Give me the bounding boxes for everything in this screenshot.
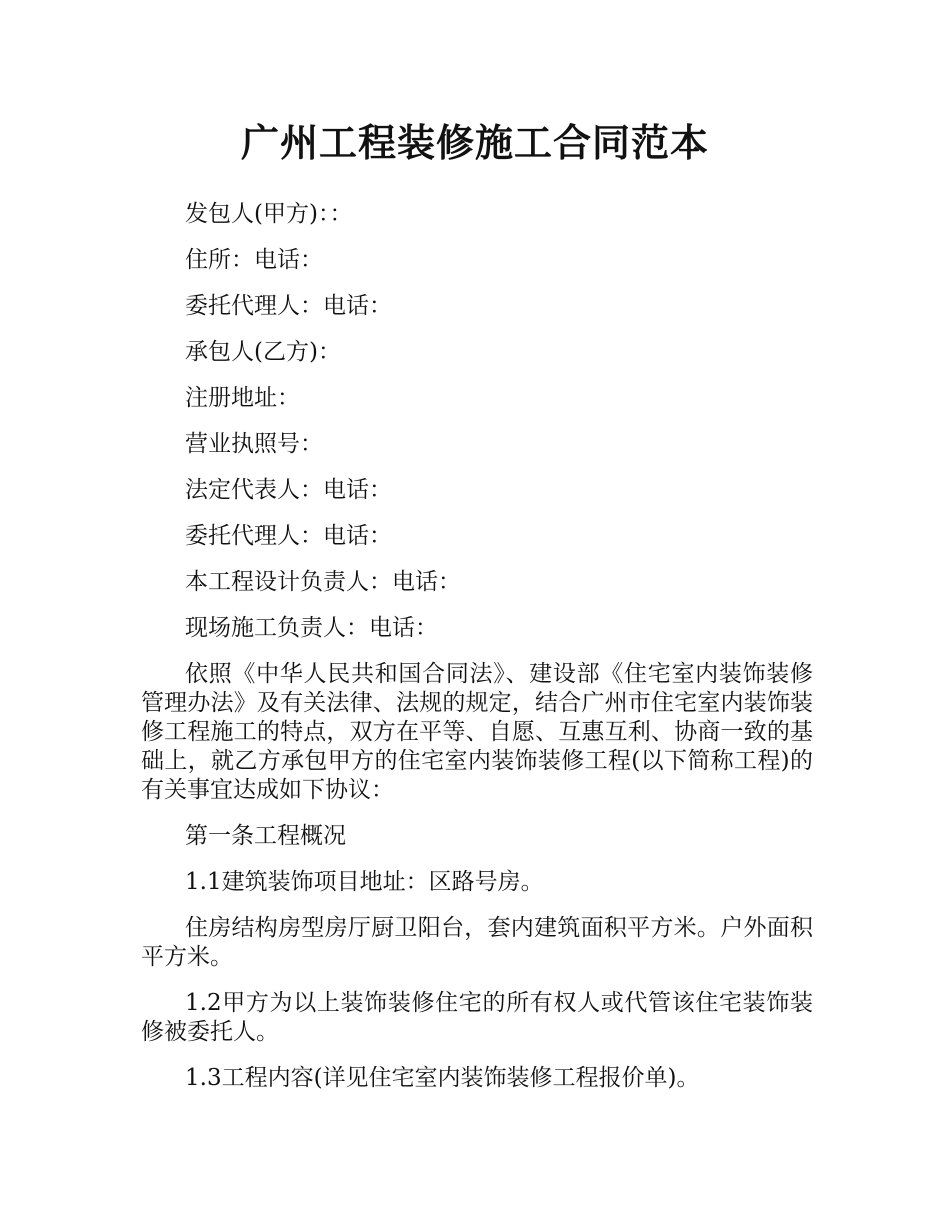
- document-body: [141, 200, 813, 1110]
- paragraph-housing-structure: 住房结构房型房厅厨卫阳台，套内建筑面积平方米。户外面积平方米。: [141, 915, 813, 970]
- paragraph-article-1-heading: 第一条工程概况: [185, 823, 346, 849]
- paragraph-business-license: 营业执照号：: [185, 431, 323, 457]
- paragraph-contractor: 承包人(乙方)：: [185, 339, 341, 365]
- document-title: 广州工程装修施工合同范本: [240, 121, 709, 165]
- paragraph-site-lead: 现场施工负责人：电话：: [185, 615, 438, 641]
- paragraph-clause-1-2: 1.2甲方为以上装饰装修住宅的所有权人或代管该住宅装饰装修被委托人。: [141, 990, 813, 1045]
- paragraph-registered-address: 注册地址：: [185, 385, 300, 411]
- paragraph-employer: 发包人(甲方)：：: [185, 201, 353, 227]
- paragraph-employer-agent: 委托代理人：电话：: [185, 293, 392, 319]
- paragraph-employer-address: 住所：电话：: [185, 247, 323, 273]
- paragraph-clause-1-1: 1.1建筑装饰项目地址：区路号房。: [185, 869, 544, 895]
- paragraph-design-lead: 本工程设计负责人：电话：: [185, 569, 461, 595]
- paragraph-contractor-agent: 委托代理人：电话：: [185, 523, 392, 549]
- paragraph-preamble: 依照《中华人民共和国合同法》、建设部《住宅室内装饰装修管理办法》及有关法律、法规的规定，结合广州市住宅室内装饰装修工程施工的特点，双方在平等、自愿、互惠互利、协商一致的基础上，就乙方承包甲方的住宅室内装饰装修工程(以下简称工程)的有关事宜达成如下协议：: [141, 661, 813, 803]
- paragraph-legal-representative: 法定代表人：电话：: [185, 477, 392, 503]
- paragraph-clause-1-3: 1.3工程内容(详见住宅室内装饰装修工程报价单)。: [185, 1065, 700, 1091]
